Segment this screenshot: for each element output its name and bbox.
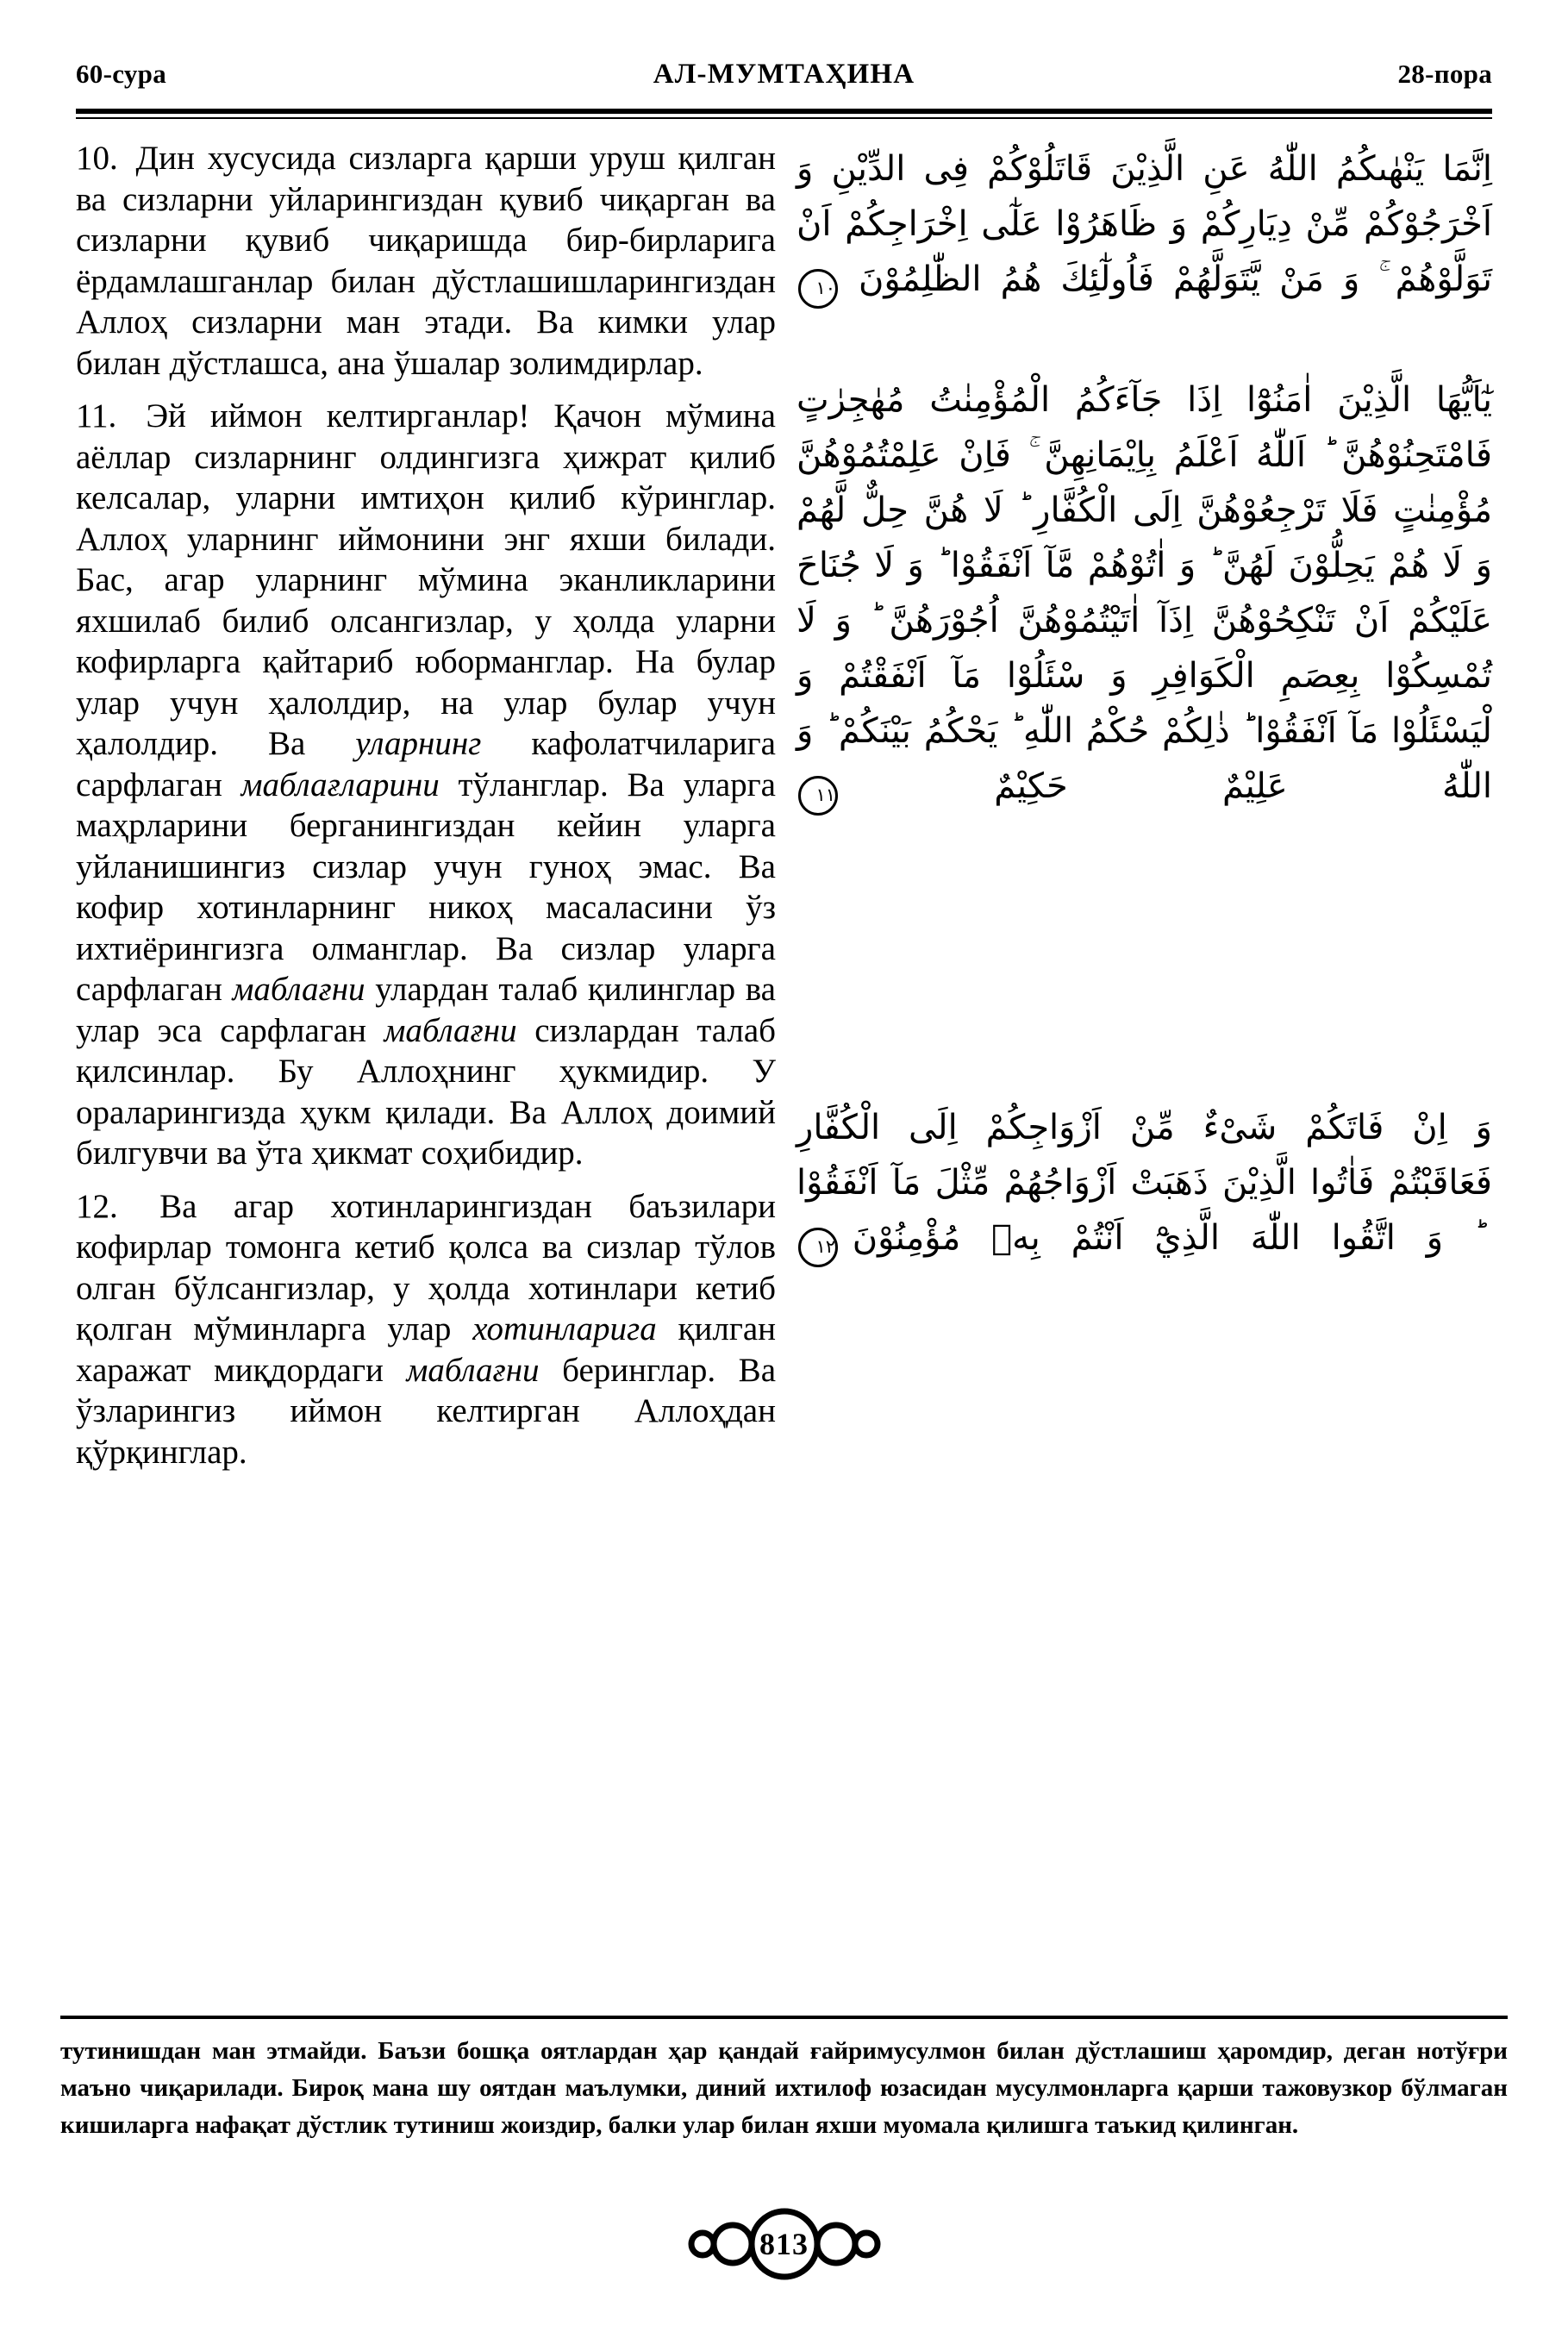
- footnote-text: тутинишдан ман этмайди. Баъзи бошқа оятлардан ҳар қандай ғайримусулмон билан дўстлашиш ҳаромдир, деган нотўғри маъно чиқарилади. Бироқ мана шу оятдан маълумки, диний ихтилоф юзасидан мусулмонларга қарши тажовузкор бўлмаган кишиларга нафақат дўстлик тутиниш жоиздир, балки улар билан яхши муомала қилишга таъкид қилинган.: [60, 2037, 1508, 2139]
- header-sura-title: АЛ-МУМТАҲИНА: [653, 59, 915, 90]
- emphasis-text: уларнинг: [355, 725, 482, 762]
- body-text: кафолатчиларига сарфлаган: [76, 725, 776, 803]
- emphasis-text: маблағни: [232, 971, 365, 1008]
- arabic-verse-12: [796, 1100, 1492, 1267]
- body-text: Дин хусусида сизларга қарши уруш қилган ва сизларни уйларингиздан қувиб чиқарган ва сизларни қувиб чиқаришда бир-бирларига ёрдамлашганлар билан дўстлашишларингиздан Аллоҳ сизларни ман этади. Ва кимки улар билан дўстлашса, ана ўшалар золимдирлар.: [76, 140, 776, 382]
- arabic-text: يٰٓاَيُّهَا الَّذِيْنَ اٰمَنُوْٓا اِذَا جَآءَكُمُ الْمُؤْمِنٰتُ مُهٰجِرٰتٍ فَامْتَحِنُوْهُنَّ ؕ اَللّٰهُ اَعْلَمُ بِاِيْمَانِهِنَّ ۚ فَاِنْ عَلِمْتُمُوْهُنَّ مُؤْمِنٰتٍ فَلَا تَرْجِعُوْهُنَّ اِلَى الْكُفَّارِ ؕ لَا هُنَّ حِلٌّ لَّهُمْ وَ لَا هُمْ يَحِلُّوْنَ لَهُنَّ ؕ وَ اٰتُوْهُمْ مَّآ اَنْفَقُوْا ؕ وَ لَا جُنَاحَ عَلَيْكُمْ اَنْ تَنْكِحُوْهُنَّ اِذَآ اٰتَيْتُمُوْهُنَّ اُجُوْرَهُنَّ ؕ وَ لَا تُمْسِكُوْا بِعِصَمِ الْكَوَافِرِ وَ سْئَلُوْا مَآ اَنْفَقْتُمْ وَ لْيَسْئَلُوْا مَآ اَنْفَقُوْا ؕ ذٰلِكُمْ حُكْمُ اللّٰهِ ؕ يَحْكُمُ بَيْنَكُمْ ؕ وَ اللّٰهُ عَلِيْمٌ حَكِيْمٌ: [796, 380, 1492, 806]
- body-text: Ва агар хотинларингиздан баъзилари кофирлар томонга кетиб қолса ва сизлар тўлов олган бўлсангизлар, у ҳолда хотинлари кетиб қолган мўминларга улар: [76, 1187, 776, 1347]
- body-text: Эй иймон келтирганлар! Қачон мўмина аёллар сизларнинг олдингизга ҳижрат қилиб келсалар, уларни имтиҳон қилиб кўринглар. Аллоҳ уларнинг иймонини энг яхши билади. Бас, агар уларнинг мўмина эканликларини яхшилаб билиб олсангизлар, у ҳолда уларни кофирларга қайтариб юборманглар. На булар улар учун ҳалолдир, на улар булар учун ҳалолдир. Ва: [76, 397, 776, 762]
- emphasis-text: маблағларини: [241, 766, 440, 803]
- page-number: 813: [759, 2227, 809, 2261]
- arabic-text: اِنَّمَا يَنْهٰىكُمُ اللّٰهُ عَنِ الَّذِيْنَ قَاتَلُوْكُمْ فِى الدِّيْنِ وَ اَخْرَجُوْكُمْ مِّنْ دِيَارِكُمْ وَ ظَاهَرُوْا عَلٰٓى اِخْرَاجِكُمْ اَنْ تَوَلَّوْهُمْ ۚ وَ مَنْ يَّتَوَلَّهُمْ فَاُولٰٓئِكَ هُمُ الظّٰلِمُوْنَ: [796, 149, 1492, 299]
- header-rule-thick: [76, 109, 1492, 114]
- paragraph-number: 11.: [76, 397, 141, 434]
- arabic-text: وَ اِنْ فَاتَكُمْ شَىْءٌ مِّنْ اَزْوَاجِكُمْ اِلَى الْكُفَّارِ فَعَاقَبْتُمْ فَاٰتُوا الَّذِيْنَ ذَهَبَتْ اَزْوَاجُهُمْ مِّثْلَ مَآ اَنْفَقُوْا ؕ وَ اتَّقُوا اللّٰهَ الَّذِيْٓ اَنْتُمْ بِهٖ مُؤْمِنُوْنَ: [796, 1108, 1492, 1258]
- body-text: улардан талаб қилинглар ва улар эса сарфлаган: [76, 971, 776, 1049]
- body-columns: [76, 138, 1492, 2000]
- body-text: беринглар. Ва ўзларингиз иймон келтирган Аллоҳдан қўрқинглар.: [76, 1351, 776, 1471]
- emphasis-text: хотинларига: [472, 1310, 657, 1347]
- translation-paragraph-12: [76, 1186, 776, 1473]
- emphasis-text: маблағни: [406, 1351, 540, 1389]
- arabic-column: [796, 138, 1492, 2000]
- emphasis-text: маблағни: [384, 1011, 517, 1049]
- arabic-verse-11: [796, 372, 1492, 816]
- body-text: тўланглар. Ва уларга маҳрларини берганингиздан кейин уларга уйланишингиз сизлар учун гуноҳ эмас. Ва кофир хотинларнинг никоҳ масаласини ўз ихтиёрингизга олманглар. Ва сизлар уларга сарфлаган: [76, 766, 776, 1008]
- arabic-verse-10: [796, 141, 1492, 309]
- footnote-rule: [60, 2016, 1508, 2019]
- header-sura-label: 60-сура: [76, 59, 167, 89]
- paragraph-number: 12.: [76, 1187, 155, 1225]
- paragraph-number: 10.: [76, 140, 131, 177]
- header-rule-thin: [76, 117, 1492, 119]
- body-text: қилган харажат миқдордаги: [76, 1310, 776, 1389]
- ayah-marker: ١١: [798, 776, 838, 816]
- header-juz-label: 28-пора: [1397, 59, 1492, 89]
- translation-paragraph-10: [76, 138, 776, 384]
- body-text: сизлардан талаб қилсинлар. Бу Аллоҳнинг ҳукмидир. У ораларингизда ҳукм қилади. Ва Аллоҳ доимий билгувчи ва ўта ҳикмат соҳибидир.: [76, 1011, 776, 1172]
- ayah-marker: ١٠: [798, 269, 838, 309]
- ayah-marker: ١٢: [798, 1228, 838, 1267]
- folio-ornament: [655, 2207, 914, 2281]
- running-head: [76, 59, 1492, 103]
- translation-column: [76, 138, 776, 2000]
- translation-paragraph-11: [76, 396, 776, 1174]
